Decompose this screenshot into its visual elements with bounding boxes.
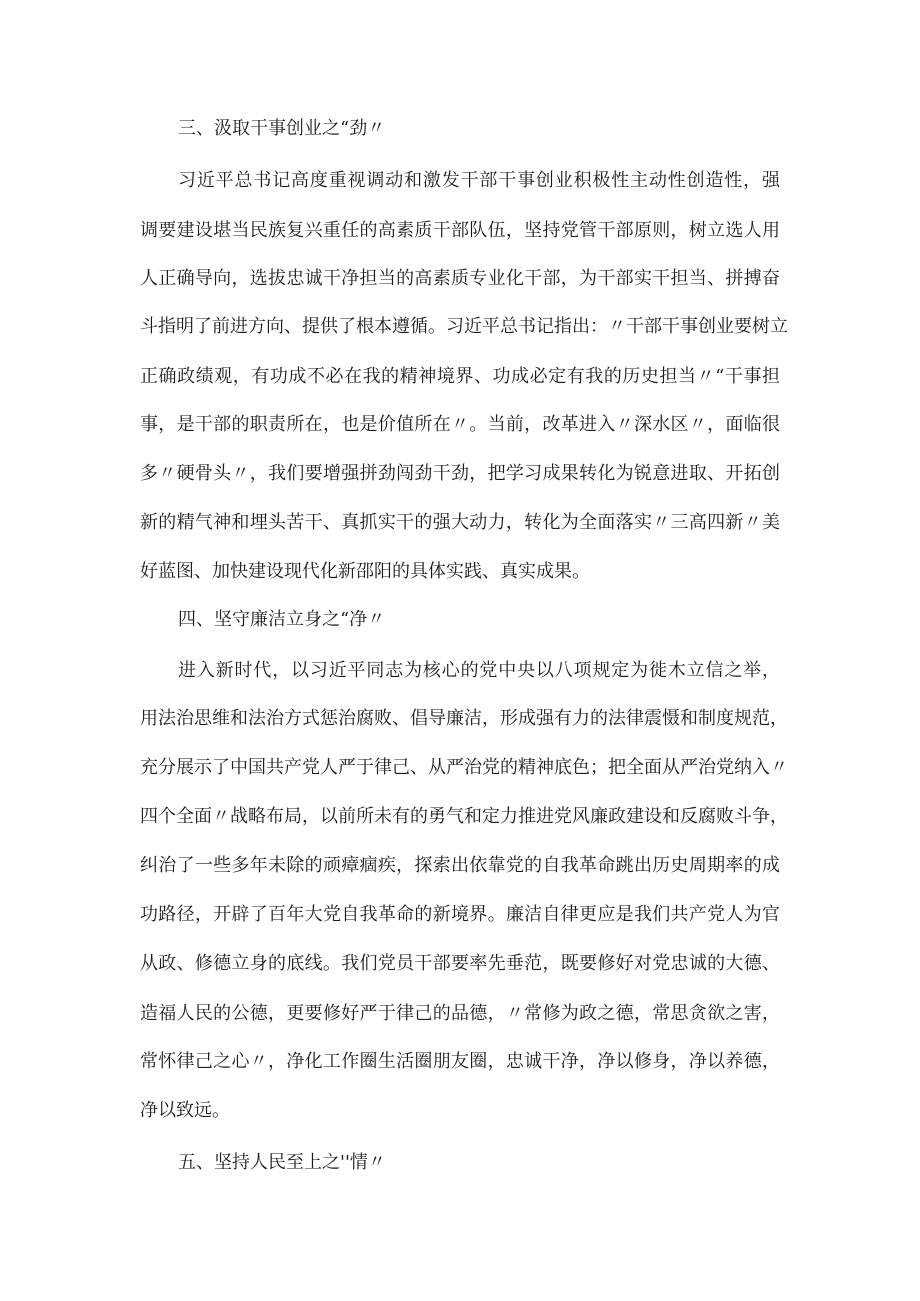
section-heading: 三、汲取干事创业之“劲〃 [178, 118, 386, 139]
paragraph-line: 常怀律己之心〃，净化工作圈生活圈朋友圈，忠诚干净，净以修身，净以养德， [140, 1051, 780, 1072]
paragraph-line: 斗指明了前进方向、提供了根本遵循。习近平总书记指出：〃干部干事创业要树立 [140, 316, 788, 337]
paragraph-line: 从政、修德立身的底线。我们党员干部要率先垂范，既要修好对党忠诚的大德、 [140, 953, 780, 974]
paragraph-line: 多〃硬骨头〃，我们要增强拼劲闯劲干劲，把学习成果转化为锐意进取、开拓创 [140, 463, 780, 484]
paragraph-line: 新的精气神和埋头苦干、真抓实干的强大动力，转化为全面落实〃三高四新〃美 [140, 512, 780, 533]
paragraph-line: 事，是干部的职责所在，也是价值所在〃。当前，改革进入〃深水区〃，面临很 [140, 414, 780, 435]
paragraph-line: 进入新时代，以习近平同志为核心的党中央以八项规定为徙木立信之举， [178, 660, 780, 681]
paragraph-line: 正确政绩观，有功成不必在我的精神境界、功成必定有我的历史担当〃“干事担 [140, 366, 780, 387]
paragraph-line: 用法治思维和法治方式惩治腐败、倡导廉洁，形成强有力的法律震慑和制度规范， [140, 708, 788, 729]
paragraph-line: 充分展示了中国共产党人严于律己、从严治党的精神底色；把全面从严治党纳入〃 [140, 757, 788, 778]
paragraph-line: 纠治了一些多年未除的顽瘴痼疾，探索出依靠党的自我革命跳出历史周期率的成 [140, 855, 780, 876]
paragraph-line: 人正确导向，选拔忠诚干净担当的高素质专业化干部，为干部实干担当、拼搏奋 [140, 268, 780, 289]
paragraph-line: 四个全面〃战略布局，以前所未有的勇气和定力推进党风廉政建设和反腐败斗争， [140, 806, 788, 827]
paragraph-line: 造福人民的公德，更要修好严于律己的品德，〃常修为政之德，常思贪欲之害， [140, 1003, 780, 1024]
paragraph-line: 功路径，开辟了百年大党自我革命的新境界。廉洁自律更应是我们共产党人为官 [140, 904, 780, 925]
paragraph-line: 好蓝图、加快建设现代化新邵阳的具体实践、真实成果。 [140, 561, 590, 582]
paragraph-line: 习近平总书记高度重视调动和激发干部干事创业积极性主动性创造性，强 [178, 170, 780, 191]
section-heading: 五、坚持人民至上之''情〃 [178, 1152, 386, 1173]
section-heading: 四、坚守廉洁立身之“净〃 [178, 609, 386, 630]
paragraph-line: 净以致远。 [140, 1100, 230, 1121]
paragraph-line: 调要建设堪当民族复兴重任的高素质干部队伍，坚持党管干部原则，树立选人用 [140, 220, 780, 241]
